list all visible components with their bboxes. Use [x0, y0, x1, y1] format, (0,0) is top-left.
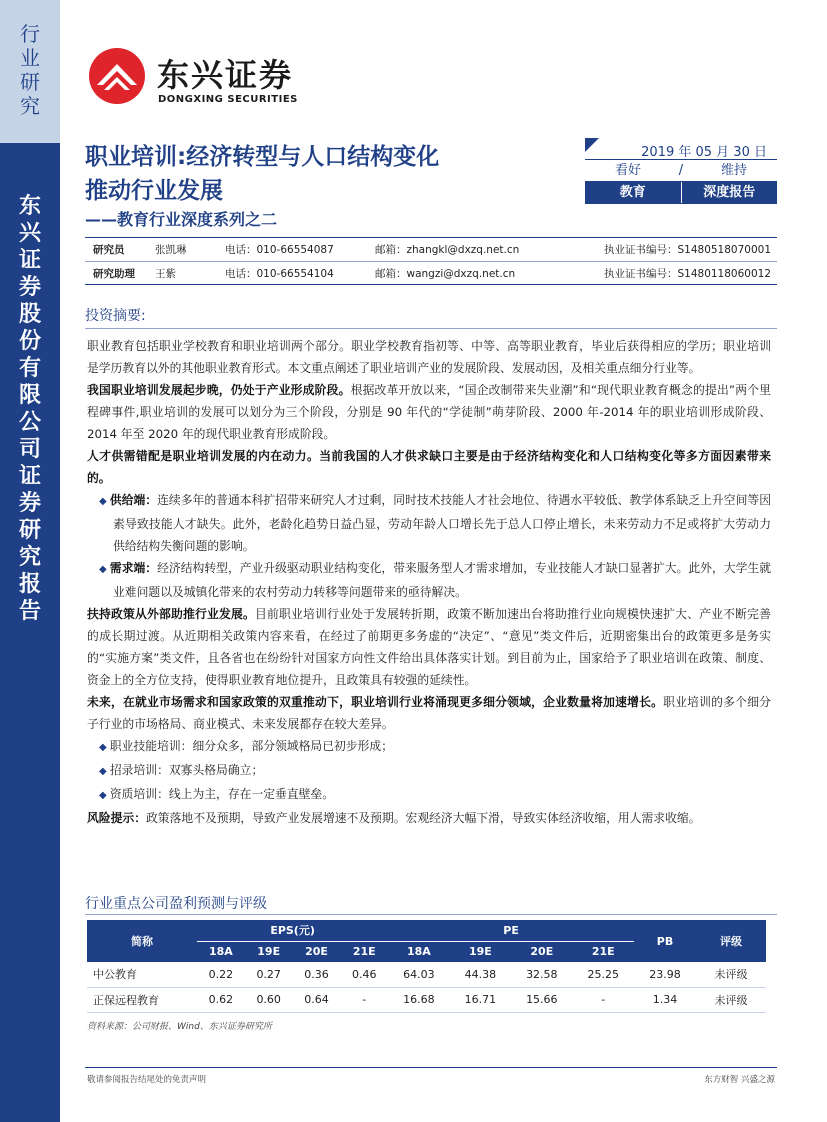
pe-cell: 16.71 — [450, 987, 511, 1012]
bullet-item — [87, 759, 771, 783]
footer-slogan: 东方财智 兴盛之源 — [704, 1075, 775, 1085]
col-year: 18A — [388, 941, 449, 962]
report-title-line2: 推动行业发展 — [85, 178, 223, 204]
eps-cell: 0.27 — [245, 962, 293, 987]
company-name: 正保远程教育 — [87, 987, 197, 1012]
table-row — [87, 987, 766, 1012]
forecast-table — [87, 920, 766, 1013]
col-name: 简称 — [87, 920, 197, 962]
report-title-line1: 职业培训:经济转型与人口结构变化 — [85, 144, 440, 170]
bullet-text: 资质培训：线上为主，存在一定垂直壁垒。 — [109, 787, 335, 801]
summary-paragraph: 职业教育包括职业学校教育和职业培训两个部分。职业学校教育指初等、中等、高等职业教育，毕业后获得相应的学历；职业培训是学历教育以外的其他职业教育形式。本文重点阐述了职业培训产业的发展阶段、发展动因，及相关重点细分行业等。 — [87, 339, 771, 375]
diamond-bullet-icon: ◆ — [99, 742, 110, 753]
analyst-role: 研究员 — [93, 244, 125, 256]
col-year: 21E — [573, 941, 634, 962]
rating-row — [585, 160, 777, 182]
paragraph-text: 根据改革开放以来，“国企改制带来失业潮”和“现代职业教育概念的提出”两个里程碑事件,职业培训的发展可以划分为三个阶段，分别是 90 年代的“学徒制”萌芽阶段、2000 年-2014 年的职业培训形成阶段、2014 年至 2020 年的现代职业教育形成阶段。 — [87, 383, 771, 441]
summary-paragraph — [87, 603, 771, 691]
pe-cell: 25.25 — [573, 962, 634, 987]
report-subtitle: ——教育行业深度系列之二 — [85, 210, 278, 229]
diamond-bullet-icon: ◆ — [99, 564, 110, 575]
pe-cell: 16.68 — [388, 987, 449, 1012]
corner-triangle-icon — [585, 138, 599, 152]
analyst-email[interactable]: 邮箱：wangzi@dxzq.net.cn — [375, 267, 516, 280]
eps-cell: 0.62 — [197, 987, 245, 1012]
pe-cell: 44.38 — [450, 962, 511, 987]
col-rating: 评级 — [696, 920, 766, 962]
rating-separator: / — [678, 163, 684, 178]
analyst-phone: 电话：010-66554104 — [225, 267, 334, 280]
summary-heading: 投资摘要: — [85, 308, 146, 324]
bullet-text: 招录培训：双寡头格局确立； — [109, 763, 264, 777]
col-year: 18A — [197, 941, 245, 962]
pe-cell: 32.58 — [511, 962, 572, 987]
bullet-label: 供给端： — [109, 493, 158, 507]
report-date: 2019 年 05 月 30 日 — [641, 145, 767, 160]
analyst-row — [85, 261, 777, 284]
eps-cell: 0.46 — [340, 962, 388, 987]
bullet-item — [87, 783, 771, 807]
diamond-bullet-icon: ◆ — [99, 766, 110, 777]
summary-divider — [85, 328, 777, 329]
bullet-item — [87, 735, 771, 759]
forecast-divider — [85, 914, 777, 915]
brand-name-en: DONGXING SECURITIES — [158, 94, 298, 105]
col-year: 20E — [293, 941, 341, 962]
diamond-bullet-icon: ◆ — [99, 496, 110, 507]
brand-name-cn: 东兴证券 — [157, 56, 294, 94]
bullet-text: 连续多年的普通本科扩招带来研究人才过剩，同时技术技能人才社会地位、待遇水平较低、教学体系缺乏上升空间等因素导致技能人才缺失。此外，老龄化趋势日益凸显，劳动年龄人口增长先于总人口停止增长，未来劳动力不足或将扩大劳动力供给结构失衡问题的影响。 — [113, 493, 771, 553]
sidebar-category: 行业研究 — [20, 22, 40, 118]
rating-cell: 未评级 — [696, 962, 766, 987]
eps-cell: 0.36 — [293, 962, 341, 987]
paragraph-text: 目前职业培训行业处于发展转折期，政策不断加速出台将助推行业向规模快速扩大、产业不断完善的成长期过渡。从近期相关政策内容来看，在经过了前期更多务虚的“决定”、“意见”类文件后，近期密集出台的政策更多是务实的“实施方案”类文件，且各省也在纷纷针对国家方向性文件给出具体落实计划。到目前为止，国家给予了职业培训在政策、制度、资金上的全方位支持，使得职业教育地位提升，且政策具有较强的延续性。 — [87, 607, 771, 687]
pe-cell: 64.03 — [388, 962, 449, 987]
risk-text: 政策落地不及预期，导致产业发展增速不及预期。宏观经济大幅下滑，导致实体经济收缩，用人需求收缩。 — [146, 811, 701, 825]
bullet-item — [87, 557, 771, 603]
eps-cell: 0.64 — [293, 987, 341, 1012]
report-meta-box — [585, 138, 777, 204]
risk-paragraph — [87, 807, 771, 829]
date-row — [585, 138, 777, 160]
rating-cell: 未评级 — [696, 987, 766, 1012]
company-name: 中公教育 — [87, 962, 197, 987]
summary-paragraph — [87, 691, 771, 735]
analyst-row — [85, 238, 777, 261]
dongxing-logo-icon — [88, 47, 146, 105]
col-year: 20E — [511, 941, 572, 962]
report-type-label: 深度报告 — [681, 182, 778, 203]
col-pe: PE — [388, 920, 634, 941]
bullet-label: 需求端： — [109, 561, 158, 575]
table-source: 资料来源：公司财报、Wind、东兴证券研究所 — [87, 1022, 272, 1032]
diamond-bullet-icon: ◆ — [99, 790, 110, 801]
table-row — [87, 962, 766, 987]
col-year: 21E — [340, 941, 388, 962]
pb-cell: 23.98 — [634, 962, 696, 987]
report-title — [85, 140, 439, 208]
analyst-name: 王紫 — [155, 267, 176, 280]
sidebar-company-band — [0, 143, 60, 1122]
paragraph-lead: 我国职业培训发展起步晚，仍处于产业形成阶段。 — [87, 383, 351, 397]
analyst-email[interactable]: 邮箱：zhangkl@dxzq.net.cn — [375, 244, 520, 256]
bullet-item — [87, 489, 771, 557]
bullet-text: 经济结构转型，产业升级驱动职业结构变化，带来服务型人才需求增加，专业技能人才缺口显著扩大。此外，大学生就业难问题以及城镇化带来的农村劳动力转移等问题带来的亟待解决。 — [113, 561, 771, 599]
summary-body — [87, 335, 771, 829]
analyst-phone: 电话：010-66554087 — [225, 244, 334, 256]
footer-disclaimer[interactable]: 敬请参阅报告结尾处的免责声明 — [87, 1075, 207, 1085]
summary-paragraph — [87, 445, 771, 489]
bullet-text: 职业技能培训：细分众多，部分领域格局已初步形成； — [109, 739, 394, 753]
summary-paragraph — [87, 379, 771, 445]
eps-cell: - — [340, 987, 388, 1012]
paragraph-lead: 扶持政策从外部助推行业发展。 — [87, 607, 256, 621]
risk-label: 风险提示： — [87, 811, 146, 825]
analyst-cert: 执业证书编号：S1480518070001 — [603, 244, 771, 256]
sidebar-company-name: 东兴证券股份有限公司证券研究报告 — [18, 194, 41, 624]
sector-row — [585, 182, 777, 204]
forecast-heading: 行业重点公司盈利预测与评级 — [85, 896, 267, 912]
pe-cell: 15.66 — [511, 987, 572, 1012]
analyst-name: 张凯琳 — [155, 244, 187, 256]
sidebar-category-band — [0, 0, 60, 143]
col-pb: PB — [634, 920, 696, 962]
paragraph-lead: 人才供需错配是职业培训发展的内在动力。当前我国的人才供求缺口主要是由于经济结构变化和人口结构变化等多方面因素带来的。 — [87, 449, 771, 485]
analyst-role: 研究助理 — [93, 267, 135, 280]
eps-cell: 0.60 — [245, 987, 293, 1012]
eps-cell: 0.22 — [197, 962, 245, 987]
footer-divider — [85, 1067, 777, 1068]
rating-b: 维持 — [720, 163, 747, 178]
paragraph-lead: 未来，在就业市场需求和国家政策的双重推动下，职业培训行业将涌现更多细分领域，企业数量将加速增长。 — [87, 695, 664, 709]
pb-cell: 1.34 — [634, 987, 696, 1012]
pe-cell: - — [573, 987, 634, 1012]
analyst-table — [85, 237, 777, 285]
paragraph-text: 职业培训的多个细分子行业的市场格局、商业模式、未来发展都存在较大差异。 — [87, 695, 771, 731]
col-year: 19E — [450, 941, 511, 962]
col-year: 19E — [245, 941, 293, 962]
analyst-cert: 执业证书编号：S1480118060012 — [603, 267, 771, 280]
col-eps: EPS(元) — [197, 920, 388, 941]
rating-a: 看好 — [614, 163, 641, 178]
sector-label: 教育 — [619, 185, 646, 200]
